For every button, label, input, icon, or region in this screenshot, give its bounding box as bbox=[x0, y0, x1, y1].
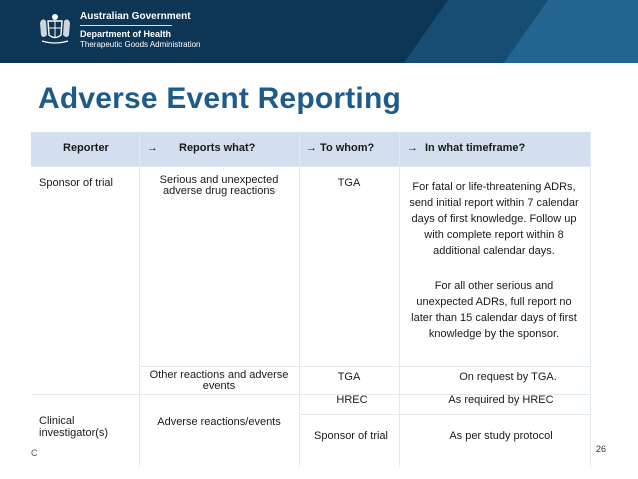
investigator-timeframe-protocol: As per study protocol bbox=[449, 430, 553, 442]
row-divider bbox=[31, 166, 591, 167]
header-reporter: Reporter bbox=[63, 142, 109, 154]
page-number: 26 bbox=[596, 444, 607, 454]
header-reports-what: Reports what? bbox=[179, 142, 256, 154]
investigator-recipient-sponsor: Sponsor of trial bbox=[314, 430, 388, 442]
investigator-timeframe-hrec: As required by HREC bbox=[448, 394, 554, 406]
sponsor-timeframe-other: For all other serious and unexpected ADRs, full report no later than 15 calendar days of first knowledge by the sponsor. bbox=[411, 280, 577, 340]
reporting-table bbox=[31, 132, 591, 467]
header-to-whom: → To whom? bbox=[306, 142, 375, 154]
row-divider bbox=[139, 366, 591, 367]
page-title: Adverse Event Reporting bbox=[38, 82, 402, 115]
agency-name: Therapeutic Goods Administration bbox=[80, 40, 201, 49]
sponsor-report-serious: Serious and unexpected adverse drug reactions bbox=[159, 174, 279, 197]
investigator-report: Adverse reactions/events bbox=[157, 416, 281, 428]
row-divider bbox=[299, 414, 591, 415]
header-arrow: → bbox=[407, 142, 418, 154]
gov-name: Australian Government bbox=[80, 11, 191, 22]
column-divider bbox=[299, 132, 300, 467]
reporter-investigator: Clinical investigator(s) bbox=[39, 415, 109, 439]
investigator-recipient-hrec: HREC bbox=[336, 394, 368, 406]
footer-text: C bbox=[31, 448, 38, 458]
logotype-divider bbox=[80, 25, 172, 26]
reporter-sponsor: Sponsor of trial bbox=[39, 177, 113, 189]
column-divider bbox=[399, 132, 400, 467]
header-banner bbox=[0, 0, 638, 63]
sponsor-timeframe-on-request: On request by TGA. bbox=[459, 371, 557, 383]
department-name: Department of Health bbox=[80, 29, 172, 39]
sponsor-timeframe-fatal: For fatal or life-threatening ADRs, send initial report within 7 calendar days of first knowledge. Follow up with complete report within 8 additional calendar days. bbox=[409, 181, 579, 257]
header-timeframe: In what timeframe? bbox=[425, 142, 526, 154]
government-logotype bbox=[80, 11, 201, 50]
column-divider bbox=[139, 132, 140, 467]
sponsor-report-other: Other reactions and adverse events bbox=[149, 369, 289, 392]
column-divider bbox=[590, 132, 591, 467]
sponsor-recipient-tga: TGA bbox=[337, 177, 361, 189]
coat-of-arms-icon bbox=[36, 9, 74, 47]
header-arrow: → bbox=[147, 142, 158, 154]
sponsor-recipient-tga-2: TGA bbox=[337, 371, 361, 383]
